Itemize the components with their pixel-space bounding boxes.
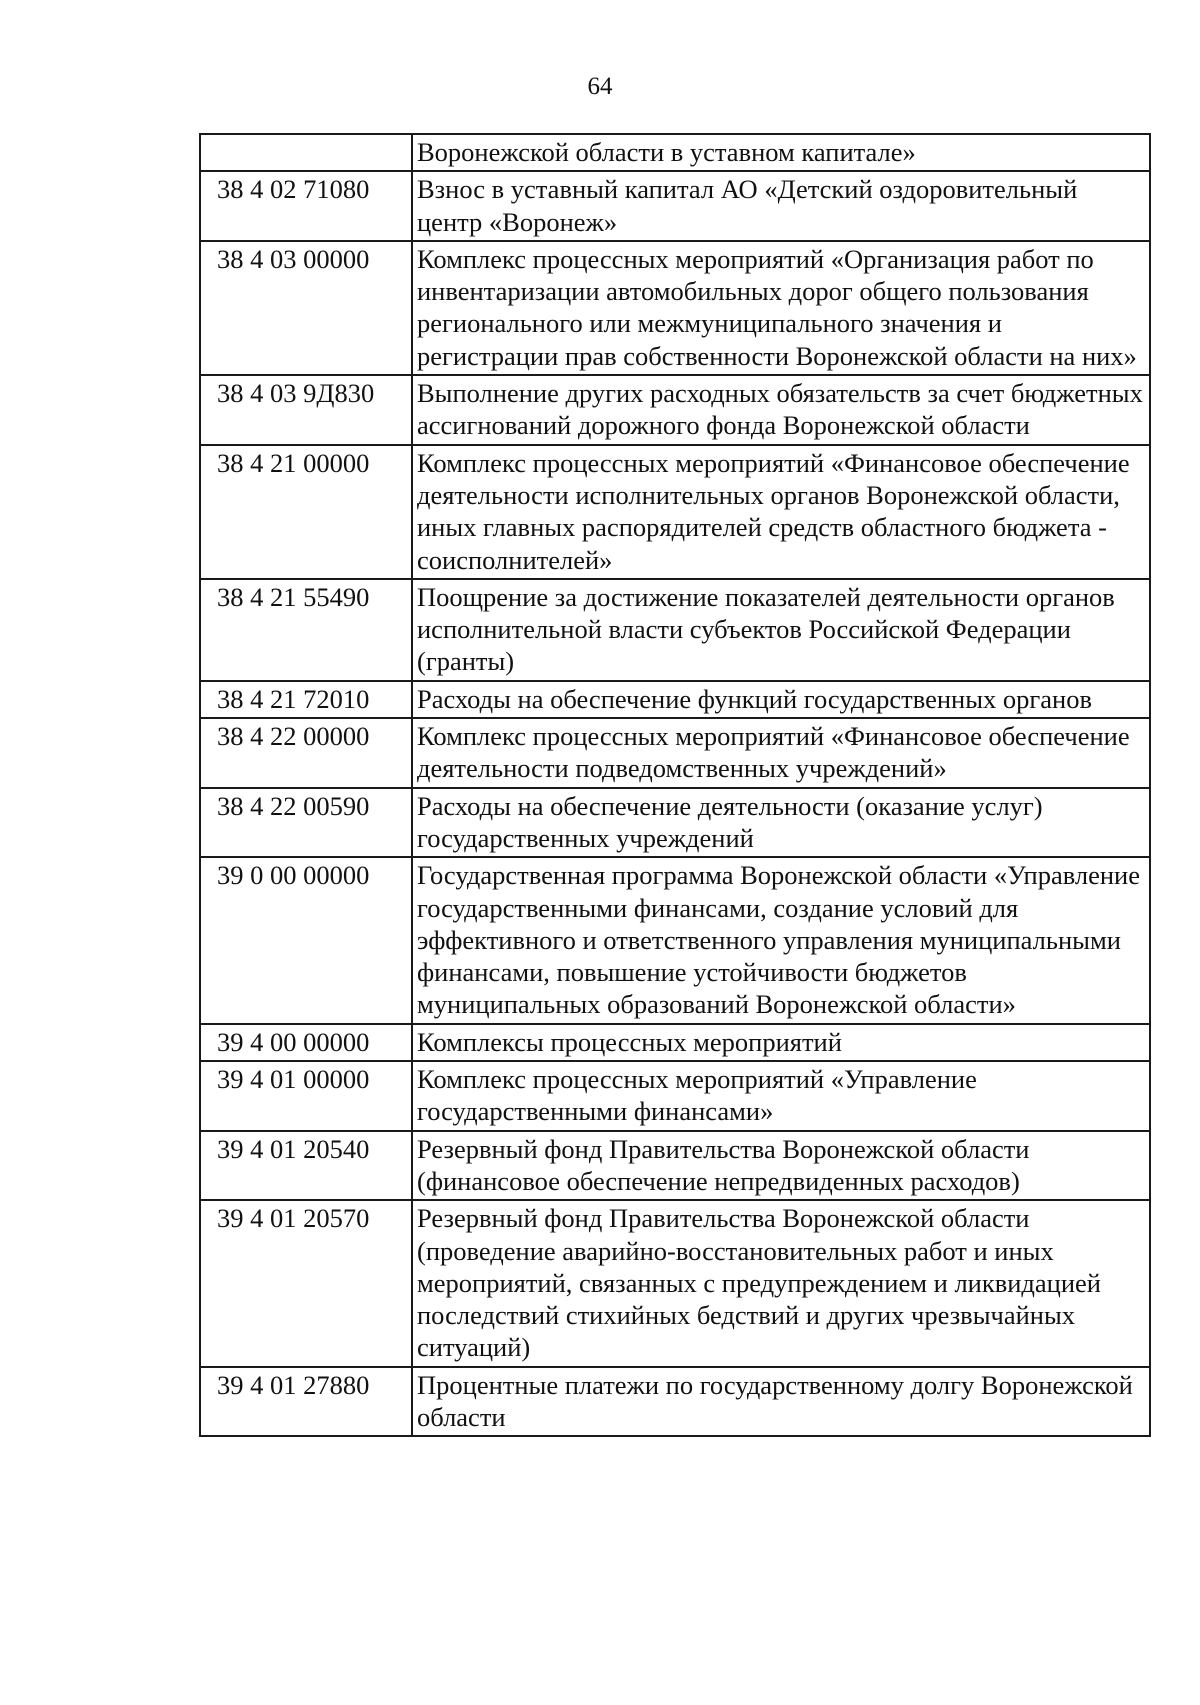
row-code-cell: 38 4 22 00590	[200, 788, 412, 858]
table-row	[200, 375, 1150, 445]
row-name-cell: Комплексы процессных мероприятий	[412, 1024, 1150, 1061]
table-row	[200, 1131, 1150, 1201]
row-name-cell: Комплекс процессных мероприятий «Финансовое обеспечение деятельности подведомственных учреждений»	[412, 718, 1150, 788]
table-row	[200, 1024, 1150, 1061]
row-code-cell: 38 4 03 00000	[200, 241, 412, 375]
row-name-cell: Взнос в уставный капитал АО «Детский оздоровительный центр «Воронеж»	[412, 171, 1150, 241]
table-row	[200, 788, 1150, 858]
row-code-cell: 38 4 03 9Д830	[200, 375, 412, 445]
table-row	[200, 171, 1150, 241]
table-row	[200, 1200, 1150, 1366]
row-code-cell	[200, 134, 412, 171]
row-code-cell: 39 4 01 27880	[200, 1367, 412, 1437]
row-name-cell: Комплекс процессных мероприятий «Управление государственными финансами»	[412, 1061, 1150, 1131]
table-body	[200, 134, 1150, 1436]
row-code-cell: 39 4 01 00000	[200, 1061, 412, 1131]
row-code-cell: 38 4 21 00000	[200, 445, 412, 579]
row-code-cell: 39 0 00 00000	[200, 857, 412, 1023]
row-name-cell: Поощрение за достижение показателей деятельности органов исполнительной власти субъектов Российской Федерации (гранты)	[412, 579, 1150, 681]
row-name-cell: Комплекс процессных мероприятий «Финансовое обеспечение деятельности исполнительных органов Воронежской области, иных главных распорядителей средств областного бюджета - соисполнителей»	[412, 445, 1150, 579]
row-name-cell: Комплекс процессных мероприятий «Организация работ по инвентаризации автомобильных дорог общего пользования регионального или межмуниципального значения и регистрации прав собственности Воронежской области на них»	[412, 241, 1150, 375]
table-row	[200, 134, 1150, 171]
row-code-cell: 39 4 00 00000	[200, 1024, 412, 1061]
row-name-cell: Процентные платежи по государственному долгу Воронежской области	[412, 1367, 1150, 1437]
row-code-cell: 38 4 02 71080	[200, 171, 412, 241]
row-name-cell: Выполнение других расходных обязательств за счет бюджетных ассигнований дорожного фонда Воронежской области	[412, 375, 1150, 445]
table-row	[200, 445, 1150, 579]
row-name-cell: Расходы на обеспечение деятельности (оказание услуг) государственных учреждений	[412, 788, 1150, 858]
table-row	[200, 857, 1150, 1023]
table-row	[200, 718, 1150, 788]
budget-classification-table	[199, 133, 1151, 1437]
row-code-cell: 38 4 21 55490	[200, 579, 412, 681]
table-row	[200, 241, 1150, 375]
table-row	[200, 1061, 1150, 1131]
row-name-cell: Воронежской области в уставном капитале»	[412, 134, 1150, 171]
row-code-cell: 38 4 22 00000	[200, 718, 412, 788]
page-number: 64	[587, 73, 613, 100]
row-code-cell: 39 4 01 20570	[200, 1200, 412, 1366]
row-name-cell: Резервный фонд Правительства Воронежской области (финансовое обеспечение непредвиденных расходов)	[412, 1131, 1150, 1201]
row-name-cell: Расходы на обеспечение функций государственных органов	[412, 681, 1150, 718]
row-code-cell: 38 4 21 72010	[200, 681, 412, 718]
table-row	[200, 1367, 1150, 1437]
row-code-cell: 39 4 01 20540	[200, 1131, 412, 1201]
table-row	[200, 579, 1150, 681]
table-row	[200, 681, 1150, 718]
row-name-cell: Резервный фонд Правительства Воронежской области (проведение аварийно-восстановительных работ и иных мероприятий, связанных с предупреждением и ликвидацией последствий стихийных бедствий и других чрезвычайных ситуаций)	[412, 1200, 1150, 1366]
row-name-cell: Государственная программа Воронежской области «Управление государственными финансами, создание условий для эффективного и ответственного управления муниципальными финансами, повышение устойчивости бюджетов муниципальных образований Воронежской области»	[412, 857, 1150, 1023]
